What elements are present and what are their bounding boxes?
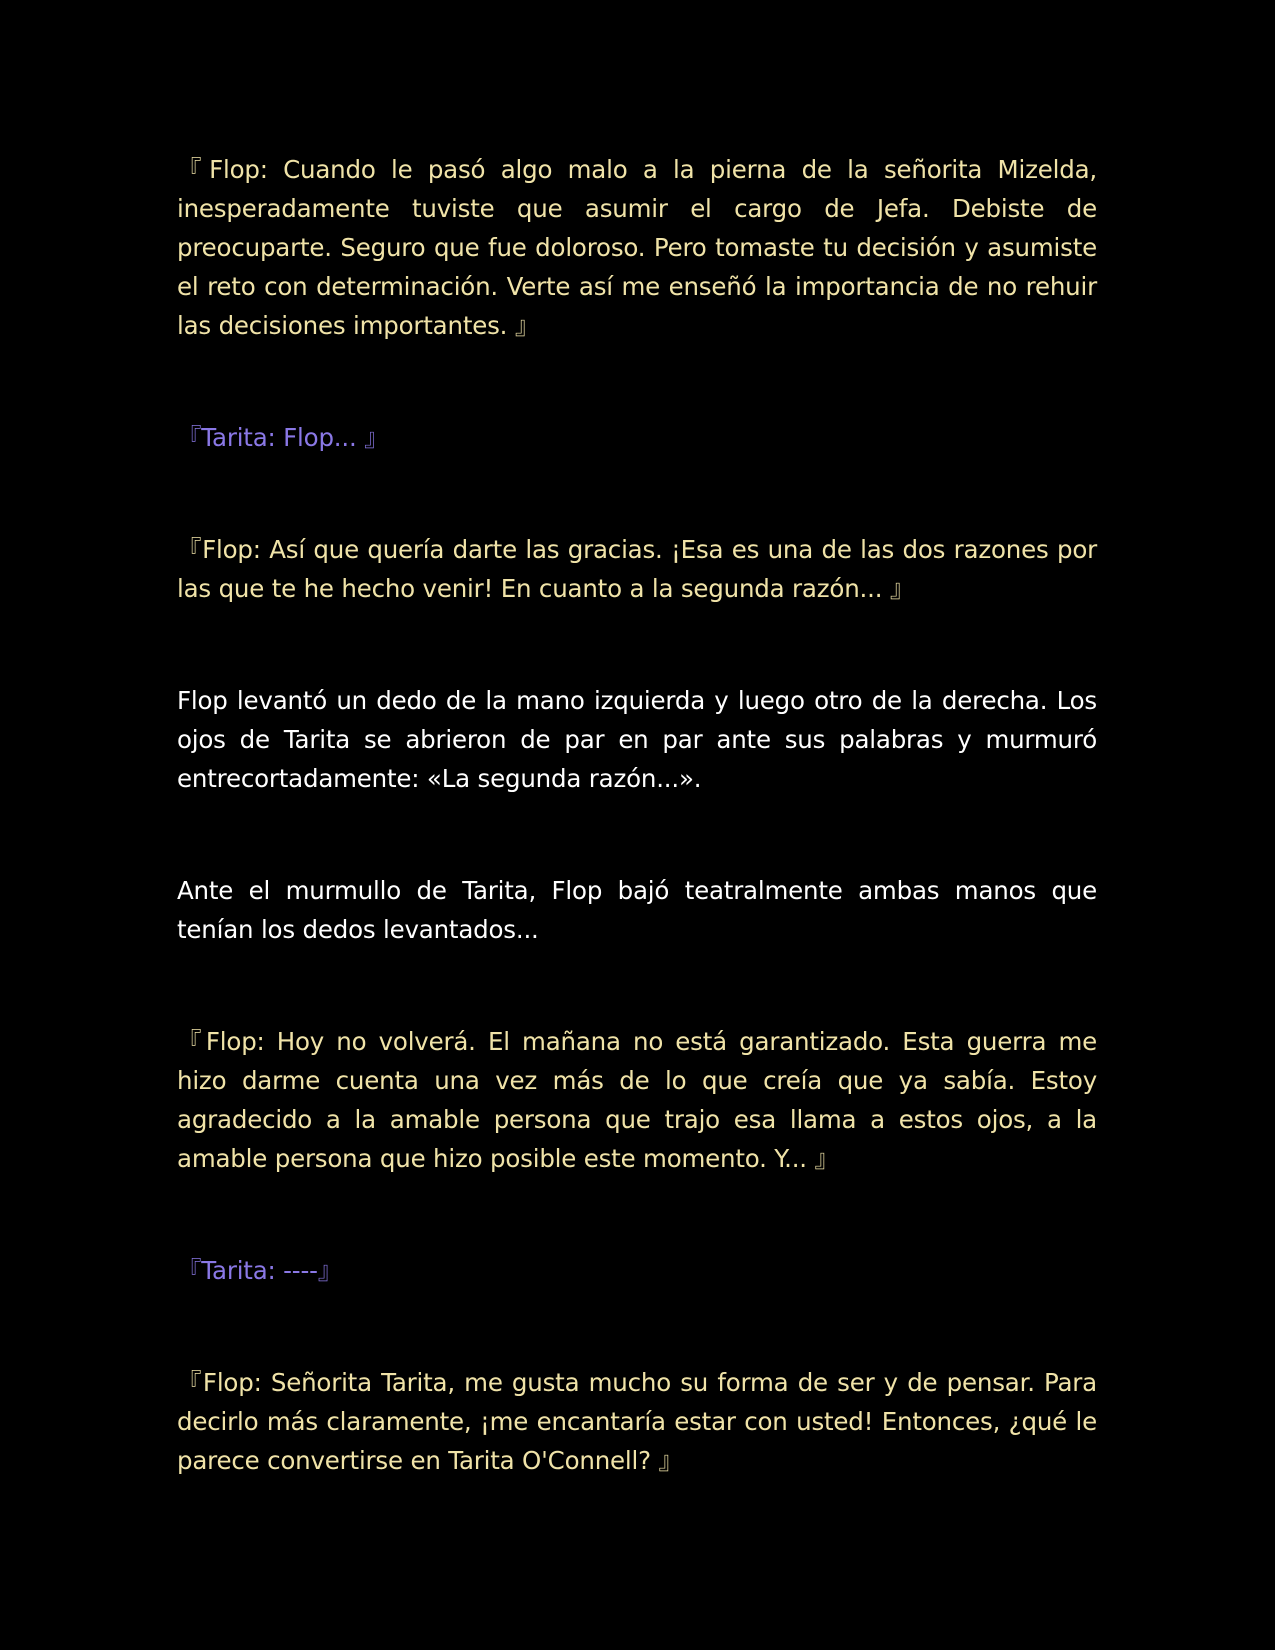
dialogue-flop: 『Flop: Así que quería darte las gracias. ¡Esa es una de las dos razones por las que te he hecho venir! En cuanto a la segunda razón... 』: [177, 535, 1097, 603]
document-page: [177, 150, 1097, 1480]
dialogue-flop: 『Flop: Cuando le pasó algo malo a la pierna de la señorita Mizelda, inesperadamente tuviste que asumir el cargo de Jefa. Debiste de preocuparte. Seguro que fue doloroso. Pero tomaste tu decisión y asumiste el reto con determinación. Verte así me enseñó la importancia de no rehuir las decisiones importantes. 』: [177, 155, 1097, 340]
paragraph-spacer: [177, 1290, 1097, 1363]
dialogue-flop: 『Flop: Señorita Tarita, me gusta mucho su forma de ser y de pensar. Para decirlo más claramente, ¡me encantaría estar con usted! Entonces, ¿qué le parece convertirse en Tarita O'Connell? 』: [177, 1368, 1097, 1475]
narration-paragraph: Flop levantó un dedo de la mano izquierda y luego otro de la derecha. Los ojos de Tarita se abrieron de par en par ante sus palabras y murmuró entrecortadamente: «La segunda razón...».: [177, 686, 1097, 793]
paragraph-spacer: [177, 949, 1097, 1022]
paragraph-spacer: [177, 345, 1097, 418]
paragraph-spacer: [177, 608, 1097, 681]
paragraph-spacer: [177, 798, 1097, 871]
narration-paragraph: Ante el murmullo de Tarita, Flop bajó teatralmente ambas manos que tenían los dedos levantados...: [177, 876, 1097, 944]
dialogue-tarita: 『Tarita: ----』: [177, 1256, 343, 1285]
dialogue-tarita: 『Tarita: Flop... 』: [177, 423, 389, 452]
paragraph-spacer: [177, 1178, 1097, 1251]
paragraph-spacer: [177, 457, 1097, 530]
dialogue-flop: 『Flop: Hoy no volverá. El mañana no está garantizado. Esta guerra me hizo darme cuenta una vez más de lo que creía que ya sabía. Estoy agradecido a la amable persona que trajo esa llama a estos ojos, a la amable persona que hizo posible este momento. Y... 』: [177, 1027, 1097, 1173]
